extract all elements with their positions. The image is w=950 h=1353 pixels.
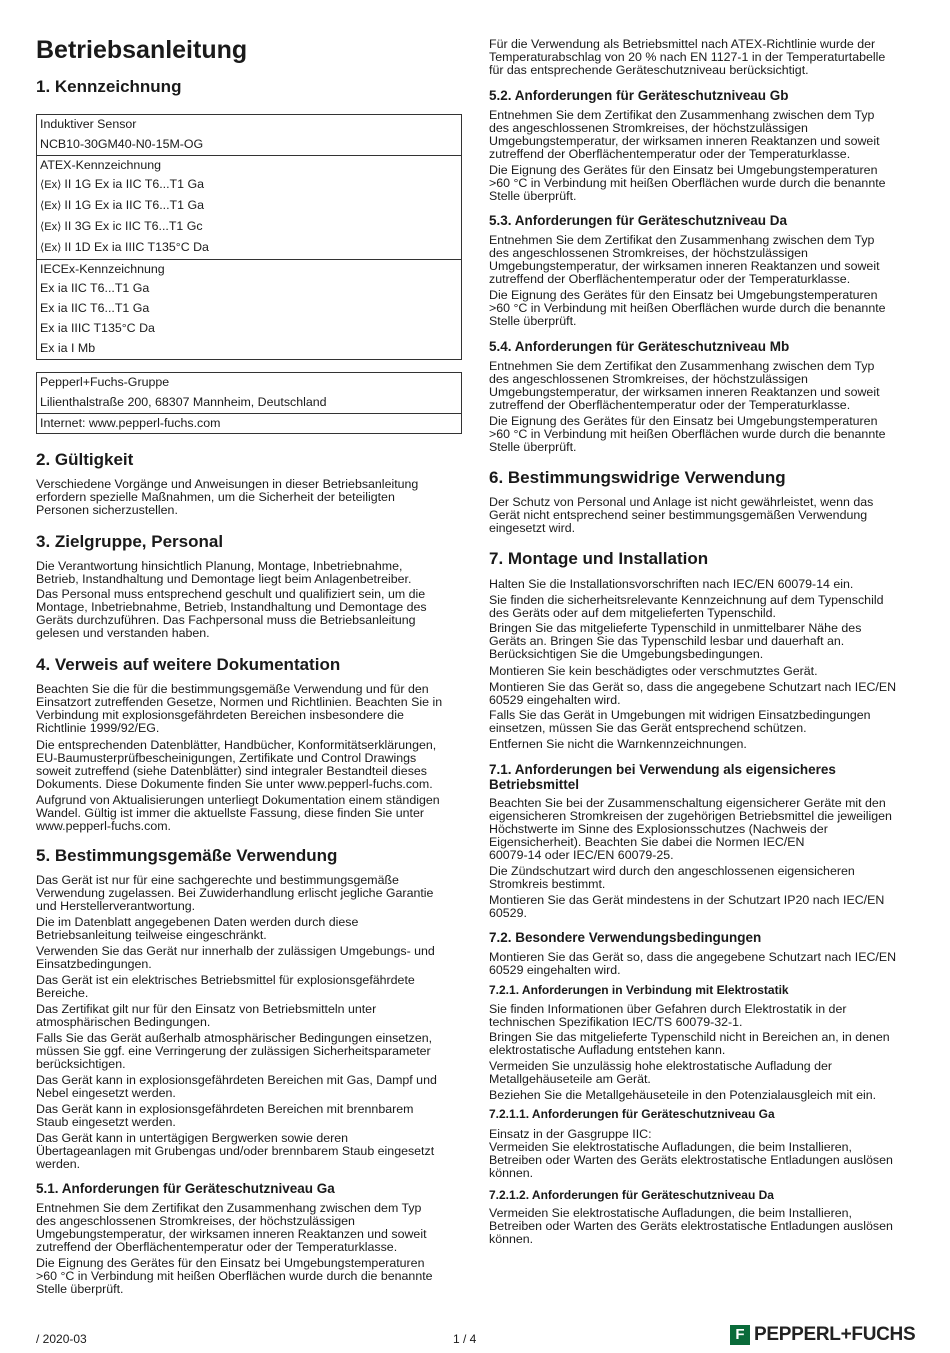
logo-text: PEPPERL+FUCHS	[754, 1324, 916, 1345]
atex-group	[37, 156, 461, 260]
paragraph: Für die Verwendung als Betriebsmittel nach ATEX-Richtlinie wurde der Temperaturabschlag von 20 % nach EN 1127-1 in der Temperaturtabelle für das entsprechende Geräteschutzniveau berücksichtigt.	[489, 37, 886, 77]
table-cell: Ex ia IIIC T135°C Da	[40, 320, 155, 335]
table-cell: Ex ia I Mb	[40, 340, 96, 355]
table-cell: II 1G Ex ia IIC T6...T1 Ga	[64, 198, 204, 213]
ex-icon: ⟨Ex⟩	[40, 200, 62, 213]
paragraph: Verwenden Sie das Gerät nur innerhalb der zulässigen Umgebungs- und Einsatzbedingungen.	[36, 944, 435, 971]
paragraph: Falls Sie das Gerät außerhalb atmosphärischer Bedingungen einsetzen, müssen Sie ggf. eine Verringerung der zulässigen Sicherheitsparameter berücksichtigen.	[36, 1031, 433, 1071]
paragraph: Montieren Sie das Gerät so, dass die angegebene Schutzart nach IEC/EN 60529 eingehalten wird.	[489, 680, 897, 707]
paragraph: Halten Sie die Installationsvorschriften nach IEC/EN 60079-14 ein.	[489, 577, 854, 591]
paragraph: Das Gerät ist ein elektrisches Betriebsmittel für explosionsgefährdete Bereiche.	[36, 973, 415, 1000]
ex-icon: ⟨Ex⟩	[40, 220, 62, 233]
section-5-2-title: 5.2. Anforderungen für Geräteschutzniveau Gb	[489, 88, 789, 103]
section-6-title: 6. Bestimmungswidrige Verwendung	[489, 468, 786, 487]
paragraph: Die Eignung des Gerätes für den Einsatz bei Umgebungstemperaturen >60 °C in Verbindung mit heißen Oberflächen wurde durch die benannte Stelle überprüft.	[489, 163, 886, 203]
paragraph: Entfernen Sie nicht die Warnkennzeichnungen.	[489, 737, 747, 751]
paragraph: Entnehmen Sie dem Zertifikat den Zusammenhang zwischen dem Typ des angeschlossenen Stromkreises, der höchstzulässigen Umgebungstemperatur, der wirksamen inneren Reaktanzen und soweit zutreffend der Oberflächentemperatur oder der Temperaturklasse.	[489, 359, 880, 412]
table-cell: II 1D Ex ia IIIC T135°C Da	[64, 239, 209, 254]
paragraph: Die Eignung des Gerätes für den Einsatz bei Umgebungstemperaturen >60 °C in Verbindung mit heißen Oberflächen wurde durch die benannte Stelle überprüft.	[36, 1256, 433, 1296]
paragraph: Montieren Sie das Gerät mindestens in der Schutzart IP20 nach IEC/EN 60529.	[489, 893, 885, 920]
iecex-group	[37, 260, 461, 359]
paragraph: Verschiedene Vorgänge und Anweisungen in dieser Betriebsanleitung erfordern spezielle Maßnahmen, um die Sicherheit der beteiligten Personen sicherzustellen.	[36, 477, 419, 517]
marking-table	[36, 114, 462, 360]
company-table	[36, 372, 462, 434]
paragraph: Das Gerät kann in explosionsgefährdeten Bereichen mit brennbarem Staub eingesetzt werden.	[36, 1102, 414, 1129]
section-5-title: 5. Bestimmungsgemäße Verwendung	[36, 846, 338, 865]
section-7-2-1-2-title: 7.2.1.2. Anforderungen für Geräteschutzniveau Da	[489, 1188, 774, 1202]
section-1-title: 1. Kennzeichnung	[36, 77, 182, 96]
paragraph: Sie finden Informationen über Gefahren durch Elektrostatik in der technischen Spezifikation IEC/TS 60079-32-1.	[489, 1002, 847, 1029]
ex-icon: ⟨Ex⟩	[40, 179, 62, 192]
paragraph: Beziehen Sie die Metallgehäuseteile in den Potenzialausgleich mit ein.	[489, 1088, 877, 1102]
paragraph: Die Zündschutzart wird durch den angeschlossenen eigensicheren Stromkreis bestimmt.	[489, 864, 855, 891]
paragraph: Entnehmen Sie dem Zertifikat den Zusammenhang zwischen dem Typ des angeschlossenen Stromkreises, der höchstzulässigen Umgebungstemperatur, der wirksamen inneren Reaktanzen und soweit zutreffend der Oberflächentemperatur oder der Temperaturklasse.	[489, 233, 880, 286]
paragraph: Die im Datenblatt angegebenen Daten werden durch diese Betriebsanleitung teilweise eingeschränkt.	[36, 915, 359, 942]
paragraph: Der Schutz von Personal und Anlage ist nicht gewährleistet, wenn das Gerät nicht entsprechend seiner bestimmungsgemäßen Verwendung eingesetzt wird.	[489, 495, 874, 535]
table-cell: Induktiver Sensor	[40, 117, 137, 131]
paragraph: Falls Sie das Gerät in Umgebungen mit widrigen Einsatzbedingungen einsetzen, müssen Sie das Gerät entsprechend schützen.	[489, 708, 871, 735]
section-5-3-title: 5.3. Anforderungen für Geräteschutzniveau Da	[489, 213, 788, 228]
sensor-group	[37, 115, 461, 156]
paragraph: Die Eignung des Gerätes für den Einsatz bei Umgebungstemperaturen >60 °C in Verbindung mit heißen Oberflächen wurde durch die benannte Stelle überprüft.	[489, 288, 886, 328]
paragraph: Montieren Sie kein beschädigtes oder verschmutztes Gerät.	[489, 664, 818, 678]
section-7-2-1-1-title: 7.2.1.1. Anforderungen für Geräteschutzniveau Ga	[489, 1107, 775, 1121]
logo-icon: F	[730, 1325, 750, 1345]
table-cell: Lilienthalstraße 200, 68307 Mannheim, Deutschland	[40, 394, 327, 409]
paragraph: Entnehmen Sie dem Zertifikat den Zusammenhang zwischen dem Typ des angeschlossenen Stromkreises, der höchstzulässigen Umgebungstemperatur, der wirksamen inneren Reaktanzen und soweit zutreffend der Oberflächentemperatur oder der Temperaturklasse.	[489, 108, 880, 161]
section-3-title: 3. Zielgruppe, Personal	[36, 532, 224, 551]
table-cell: NCB10-30GM40-N0-15M-OG	[40, 136, 204, 151]
paragraph: Das Personal muss entsprechend geschult und qualifiziert sein, um die Montage, Inbetriebnahme, Betrieb, Instandhaltung und Demontage des Geräts durchzuführen. Das Fachpersonal muss die Betriebsanleitung gelesen und verstanden haben.	[36, 587, 427, 640]
paragraph: Beachten Sie die für die bestimmungsgemäße Verwendung und für den Einsatzort zutreffenden Gesetze, Normen und Richtlinien. Beachten Sie in Verbindung mit explosionsgefährdeten Bereichen insbesondere die Richtlinie 1999/92/EG.	[36, 682, 443, 735]
paragraph: Beachten Sie bei der Zusammenschaltung eigensicherer Geräte mit den eigensicheren Stromkreisen der zugehörigen Betriebsmittel die jeweiligen Höchstwerte im Sinne des Explosionsschutzes (Nachweis der Eigensicherheit). Beachten Sie dabei die Normen IEC/EN 60079-14 oder IEC/EN 60079-25.	[489, 796, 892, 862]
paragraph: Das Zertifikat gilt nur für den Einsatz von Betriebsmitteln unter atmosphärischen Bedingungen.	[36, 1002, 377, 1029]
section-7-2-1-title: 7.2.1. Anforderungen in Verbindung mit Elektrostatik	[489, 983, 789, 997]
paragraph: Einsatz in der Gasgruppe IIC: Vermeiden Sie elektrostatische Aufladungen, die beim Installieren, Betreiben oder Warten des Geräts elektrostatische Entladungen auslösen können.	[489, 1127, 893, 1180]
section-4-title: 4. Verweis auf weitere Dokumentation	[36, 655, 341, 674]
document-title: Betriebsanleitung	[36, 36, 248, 64]
section-5-4-title: 5.4. Anforderungen für Geräteschutzniveau Mb	[489, 339, 790, 354]
paragraph: Sie finden die sicherheitsrelevante Kennzeichnung auf dem Typenschild des Geräts oder auf dem mitgelieferten Typenschild.	[489, 593, 884, 620]
table-cell: II 3G Ex ic IIC T6...T1 Gc	[64, 218, 203, 233]
table-cell: Ex ia IIC T6...T1 Ga	[40, 301, 150, 316]
paragraph: Das Gerät ist nur für eine sachgerechte und bestimmungsgemäße Verwendung zugelassen. Bei Zuwiderhandlung erlischt jegliche Garantie und Herstellerverantwortung.	[36, 873, 434, 913]
table-cell: IECEx-Kennzeichnung	[40, 261, 165, 276]
brand-logo	[730, 1324, 915, 1346]
page-number: 1 / 4	[453, 1332, 477, 1346]
footer-date: / 2020-03	[36, 1332, 87, 1346]
ex-icon: ⟨Ex⟩	[40, 241, 62, 254]
paragraph: Entnehmen Sie dem Zertifikat den Zusammenhang zwischen dem Typ des angeschlossenen Stromkreises, der höchstzulässigen Umgebungstemperatur, der wirksamen inneren Reaktanzen und soweit zutreffend der Oberflächentemperatur oder der Temperaturklasse.	[36, 1201, 427, 1254]
paragraph: Montieren Sie das Gerät so, dass die angegebene Schutzart nach IEC/EN 60529 eingehalten wird.	[489, 950, 897, 977]
table-cell: Ex ia IIC T6...T1 Ga	[40, 281, 150, 296]
table-cell: Pepperl+Fuchs-Gruppe	[40, 375, 170, 389]
paragraph: Bringen Sie das mitgelieferte Typenschild in unmittelbarer Nähe des Geräts an. Bringen Sie das Typenschild lesbar und dauerhaft an. Berücksichtigen Sie die Umgebungsbedingungen.	[489, 621, 862, 661]
section-7-1-title: 7.1. Anforderungen bei Verwendung als eigensicheres Betriebsmittel	[489, 762, 836, 792]
paragraph: Die Eignung des Gerätes für den Einsatz bei Umgebungstemperaturen >60 °C in Verbindung mit heißen Oberflächen wurde durch die benannte Stelle überprüft.	[489, 414, 886, 454]
section-5-1-title: 5.1. Anforderungen für Geräteschutzniveau Ga	[36, 1181, 335, 1196]
paragraph: Vermeiden Sie elektrostatische Aufladungen, die beim Installieren, Betreiben oder Warten des Geräts elektrostatische Entladungen auslösen können.	[489, 1206, 893, 1246]
paragraph: Bringen Sie das mitgelieferte Typenschild nicht in Bereichen an, in denen elektrostatische Aufladung entstehen kann.	[489, 1030, 890, 1057]
paragraph: Vermeiden Sie unzulässig hohe elektrostatische Aufladung der Metallgehäuseteile am Gerät.	[489, 1059, 833, 1086]
paragraph: Aufgrund von Aktualisierungen unterliegt Dokumentation einem ständigen Wandel. Gültig ist immer die aktuellste Fassung, diese finden Sie unter www.pepperl-fuchs.com.	[36, 793, 440, 833]
table-cell: ATEX-Kennzeichnung	[40, 157, 161, 172]
website-link[interactable]: Internet: www.pepperl-fuchs.com	[40, 415, 221, 430]
paragraph: Die Verantwortung hinsichtlich Planung, Montage, Inbetriebnahme, Betrieb, Instandhaltung und Demontage liegt beim Anlagenbetreiber.	[36, 559, 412, 586]
table-cell: II 1G Ex ia IIC T6...T1 Ga	[64, 177, 204, 192]
section-7-title: 7. Montage und Installation	[489, 549, 709, 568]
section-7-2-title: 7.2. Besondere Verwendungsbedingungen	[489, 930, 762, 945]
paragraph: Das Gerät kann in untertägigen Bergwerken sowie deren Übertageanlagen mit Grubengas und/oder brennbarem Staub eingesetzt werden.	[36, 1131, 435, 1171]
paragraph: Das Gerät kann in explosionsgefährdeten Bereichen mit Gas, Dampf und Nebel eingesetzt werden.	[36, 1073, 437, 1100]
section-2-title: 2. Gültigkeit	[36, 450, 134, 469]
paragraph: Die entsprechenden Datenblätter, Handbücher, Konformitätserklärungen, EU-Baumusterprüfbescheinigungen, Zertifikate und Control Drawings soweit zutreffend (siehe Datenblätter) sind integraler Bestandteil dieses Dokuments. Diese Dokumente finden Sie unter www.pepperl-fuchs.com.	[36, 738, 437, 791]
